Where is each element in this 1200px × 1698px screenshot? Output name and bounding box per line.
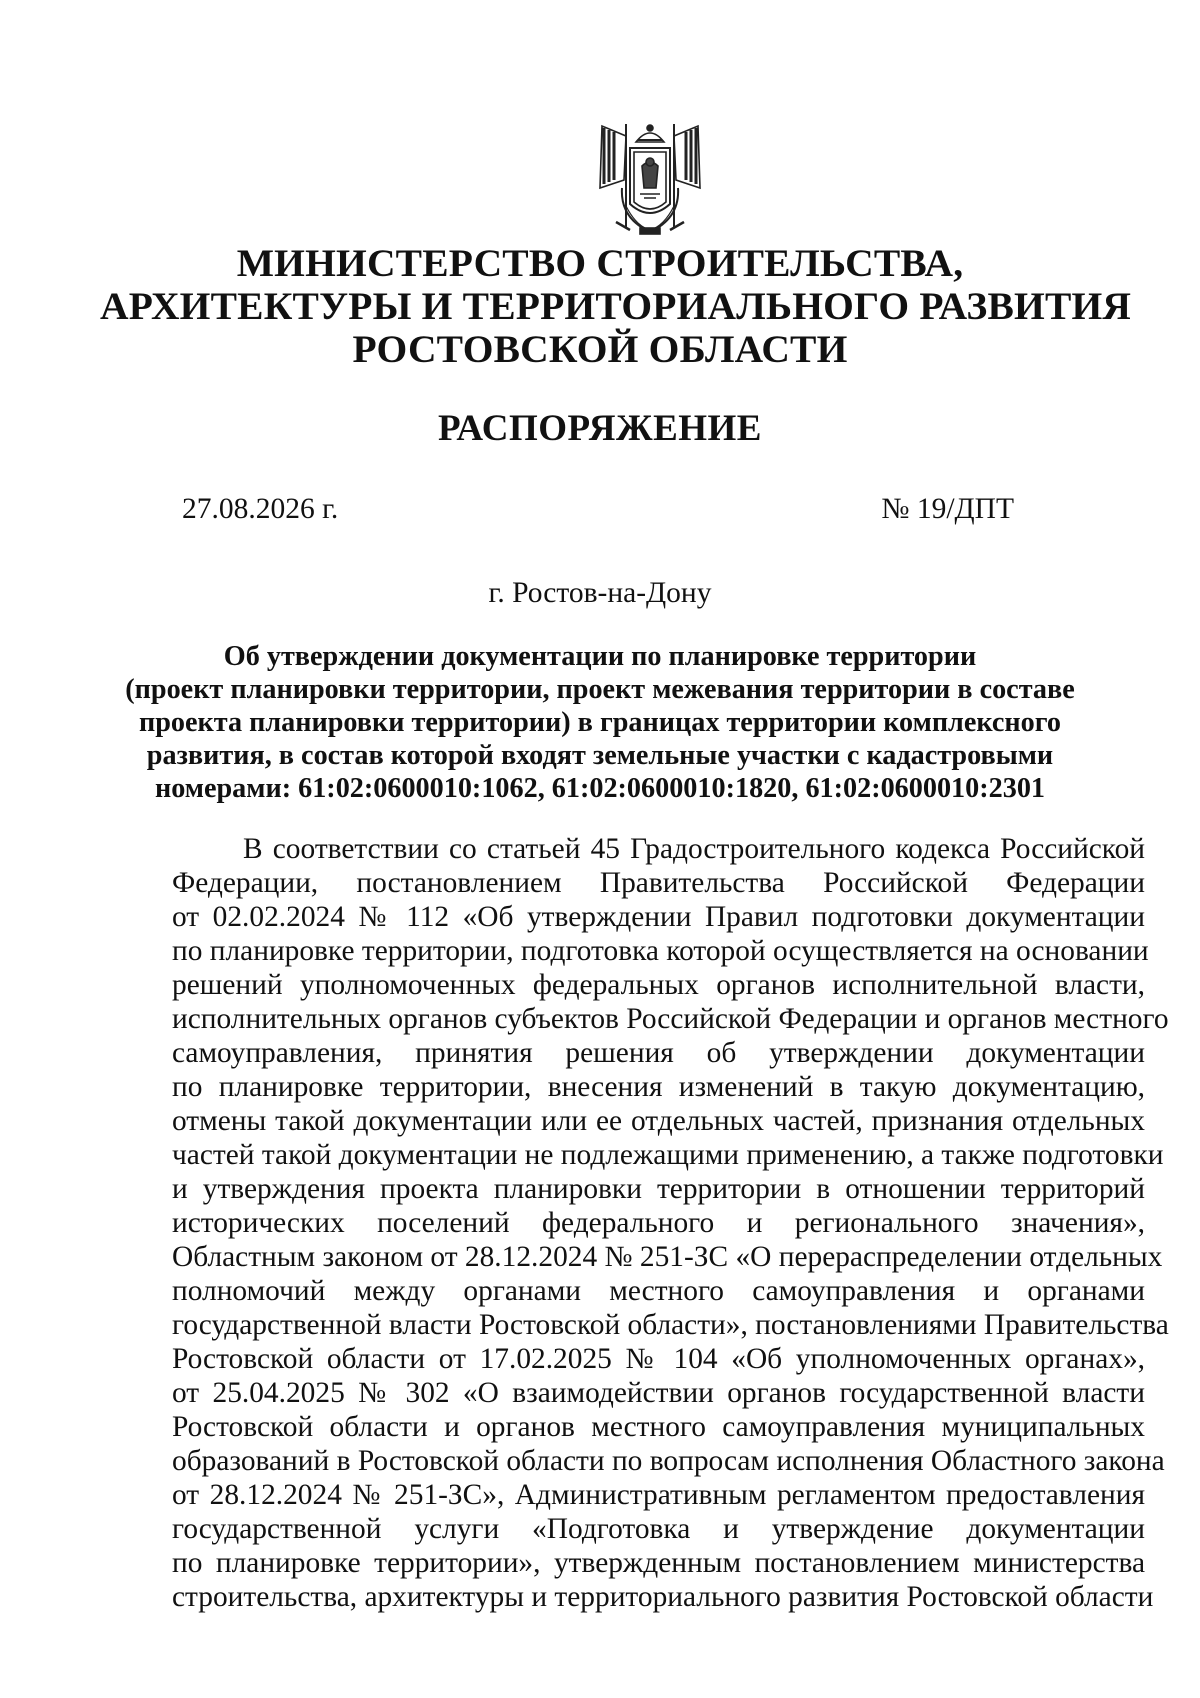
body-line: исторических поселений федерального и регионального значения», bbox=[172, 1207, 1145, 1239]
body-line: полномочий между органами местного самоуправления и органами bbox=[172, 1275, 1145, 1307]
body-line: от 25.04.2025 № 302 «О взаимодействии органов государственной власти bbox=[172, 1377, 1145, 1409]
subject-line: проекта планировки территории) в границах территории комплексного bbox=[139, 707, 1061, 738]
subject-line: развития, в состав которой входят земельные участки с кадастровыми bbox=[146, 740, 1054, 771]
body-line: Ростовской области и органов местного самоуправления муниципальных bbox=[172, 1411, 1145, 1443]
ministry-line-3: РОСТОВСКОЙ ОБЛАСТИ bbox=[352, 327, 848, 371]
document-body-paragraph bbox=[172, 832, 1169, 1614]
body-line: В соответствии со статьей 45 Градостроительного кодекса Российской bbox=[243, 833, 1145, 865]
body-line: государственной услуги «Подготовка и утверждение документации bbox=[172, 1513, 1145, 1545]
body-line: от 02.02.2024 № 112 «Об утверждении Правил подготовки документации bbox=[172, 901, 1145, 933]
body-line: Ростовской области от 17.02.2025 № 104 «Об уполномоченных органах», bbox=[172, 1343, 1145, 1375]
coat-of-arms-icon bbox=[596, 118, 704, 240]
ministry-line-2: АРХИТЕКТУРЫ И ТЕРРИТОРИАЛЬНОГО РАЗВИТИЯ bbox=[100, 284, 1132, 328]
body-line: решений уполномоченных федеральных органов исполнительной власти, bbox=[172, 969, 1145, 1001]
document-date: 27.08.2026 г. bbox=[182, 493, 339, 525]
body-line: отмены такой документации или ее отдельных частей, признания отдельных bbox=[172, 1105, 1145, 1137]
ministry-line-1: МИНИСТЕРСТВО СТРОИТЕЛЬСТВА, bbox=[236, 241, 964, 285]
body-line: Федерации, постановлением Правительства Российской Федерации bbox=[172, 867, 1145, 899]
ministry-name bbox=[100, 241, 1132, 371]
body-line: и утверждения проекта планировки территории в отношении территорий bbox=[172, 1173, 1145, 1205]
document-subject bbox=[120, 640, 1080, 805]
body-line: самоуправления, принятия решения об утверждении документации bbox=[172, 1037, 1145, 1069]
body-line: исполнительных органов субъектов Российской Федерации и органов местного bbox=[172, 1003, 1169, 1035]
body-line: Областным законом от 28.12.2024 № 251-ЗС «О перераспределении отдельных bbox=[172, 1241, 1163, 1273]
subject-line: Об утверждении документации по планировке территории bbox=[223, 641, 977, 672]
document-city: г. Ростов-на-Дону bbox=[488, 577, 712, 609]
subject-line: (проект планировки территории, проект межевания территории в составе bbox=[125, 674, 1075, 705]
body-line: строительства, архитектуры и территориального развития Ростовской области bbox=[172, 1581, 1154, 1613]
subject-line: номерами: 61:02:0600010:1062, 61:02:0600010:1820, 61:02:0600010:2301 bbox=[154, 773, 1046, 804]
body-line: образований в Ростовской области по вопросам исполнения Областного закона bbox=[172, 1445, 1165, 1477]
document-type-title: РАСПОРЯЖЕНИЕ bbox=[437, 408, 762, 449]
body-line: государственной власти Ростовской области», постановлениями Правительства bbox=[172, 1309, 1169, 1341]
body-line: по планировке территории, подготовка которой осуществляется на основании bbox=[172, 935, 1149, 967]
body-line: по планировке территории», утвержденным постановлением министерства bbox=[172, 1547, 1145, 1579]
body-line: по планировке территории, внесения изменений в такую документацию, bbox=[172, 1071, 1145, 1103]
body-line: от 28.12.2024 № 251-ЗС», Административным регламентом предоставления bbox=[172, 1479, 1145, 1511]
body-line: частей такой документации не подлежащими применению, а также подготовки bbox=[172, 1139, 1164, 1171]
document-number: № 19/ДПТ bbox=[881, 493, 1014, 525]
